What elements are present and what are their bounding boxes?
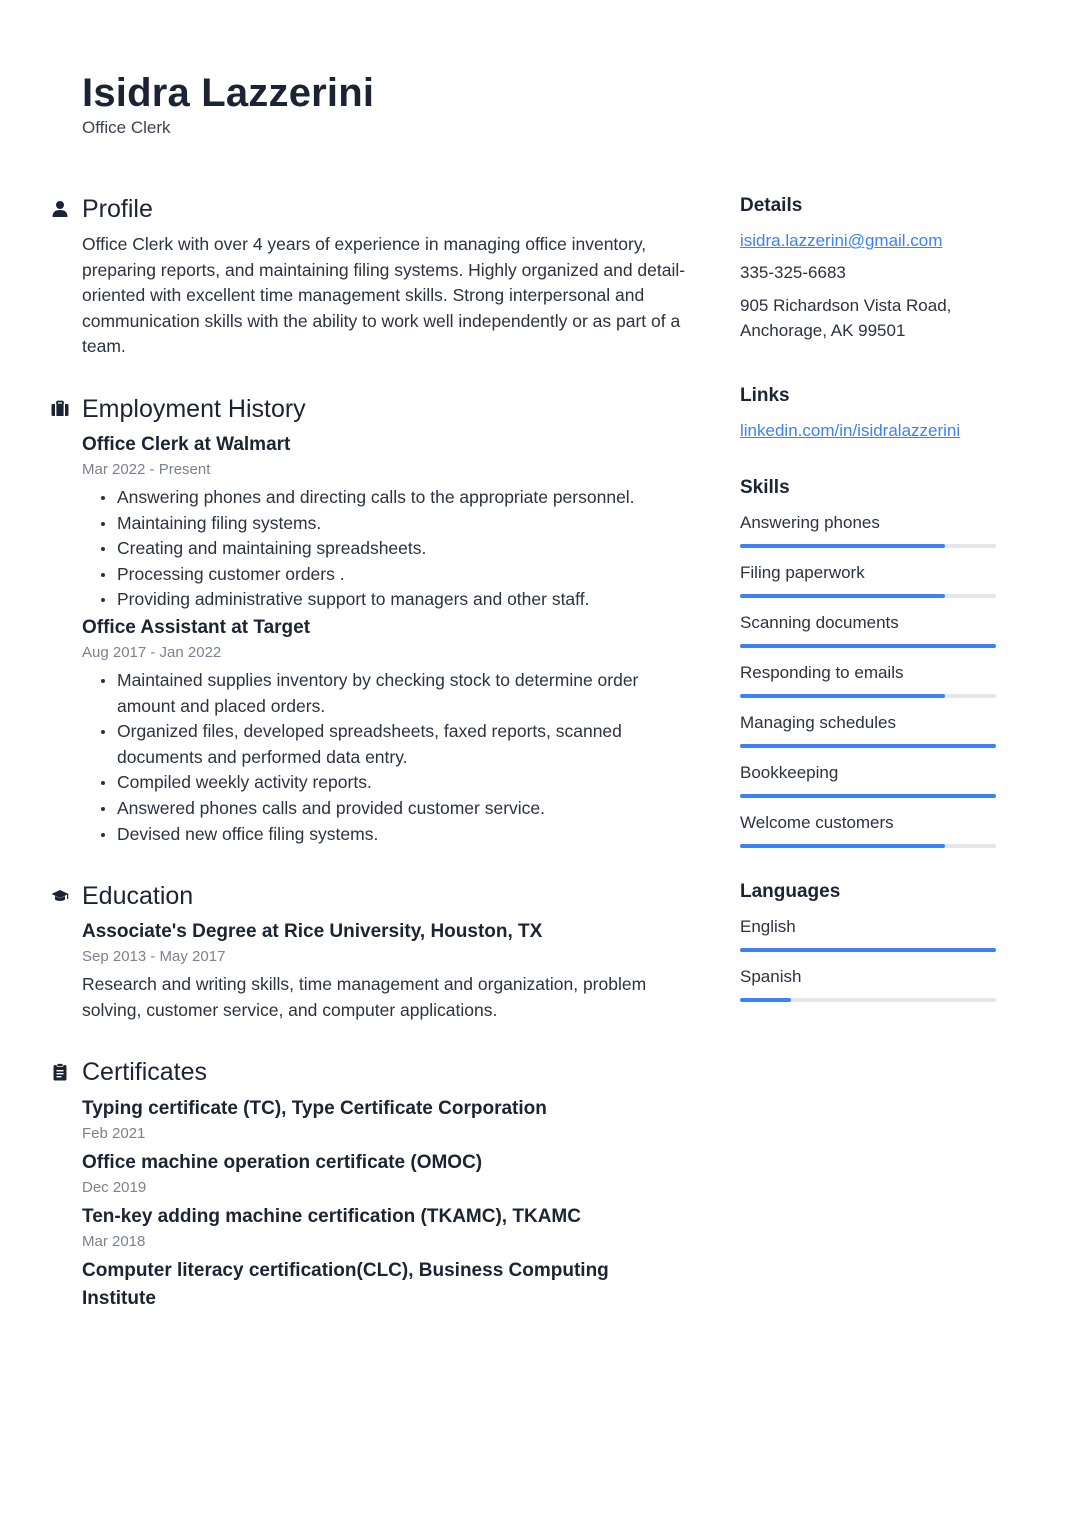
linkedin-link[interactable]: linkedin.com/in/isidralazzerini bbox=[740, 420, 961, 440]
skill-bar-fill bbox=[740, 644, 996, 648]
skill-bar bbox=[740, 594, 996, 598]
job-bullet: Compiled weekly activity reports. bbox=[117, 770, 692, 796]
languages-title: Languages bbox=[740, 880, 841, 902]
email-link[interactable]: isidra.lazzerini@gmail.com bbox=[740, 231, 943, 250]
skill-item bbox=[740, 760, 996, 798]
degree-date: Sep 2013 - May 2017 bbox=[82, 948, 226, 966]
details-title: Details bbox=[740, 195, 803, 216]
skill-label: Welcome customers bbox=[740, 812, 894, 832]
language-bar-fill bbox=[740, 948, 996, 952]
phone-text: 335-325-6683 bbox=[740, 263, 846, 282]
skill-bar bbox=[740, 844, 996, 848]
skill-label: Filing paperwork bbox=[740, 562, 865, 582]
certificates-title: Certificates bbox=[82, 1058, 208, 1087]
person-icon bbox=[51, 200, 69, 218]
job-title: Office Assistant at Target bbox=[82, 616, 311, 638]
skill-bar bbox=[740, 694, 996, 698]
employment-section bbox=[82, 392, 692, 847]
education-text: Research and writing skills, time management and organization, problem solving, customer service, and computer applications. bbox=[82, 974, 647, 1020]
certificate-item bbox=[82, 1149, 692, 1199]
skill-bar-fill bbox=[740, 544, 945, 548]
language-label: English bbox=[740, 916, 796, 936]
skill-item bbox=[740, 560, 996, 598]
certificate-item bbox=[82, 1257, 692, 1313]
job-bullet: Answering phones and directing calls to the appropriate personnel. bbox=[117, 485, 692, 511]
skill-bar bbox=[740, 794, 996, 798]
skill-item bbox=[740, 710, 996, 748]
skill-label: Scanning documents bbox=[740, 612, 899, 632]
language-bar bbox=[740, 948, 996, 952]
sidebar-column bbox=[740, 192, 996, 1040]
skill-bar-fill bbox=[740, 594, 945, 598]
certificate-title: Computer literacy certification(CLC), Business Computing Institute bbox=[82, 1260, 609, 1310]
skill-label: Answering phones bbox=[740, 512, 880, 532]
address-line-1: 905 Richardson Vista Road, bbox=[740, 295, 952, 315]
candidate-name: Isidra Lazzerini bbox=[82, 71, 375, 115]
certificate-title: Office machine operation certificate (OMOC) bbox=[82, 1152, 483, 1174]
job-date: Mar 2022 - Present bbox=[82, 460, 211, 478]
profile-text: Office Clerk with over 4 years of experience in managing office inventory, preparing reports, and maintaining filing systems. Highly organized and detail-oriented with excellent time management skills. Strong interpersonal and communication skills with the ability to work well independently or as part of a team. bbox=[82, 234, 686, 357]
links-block bbox=[740, 382, 996, 444]
skills-block bbox=[740, 474, 996, 848]
skill-label: Bookkeeping bbox=[740, 762, 839, 782]
profile-section bbox=[82, 192, 692, 360]
candidate-role: Office Clerk bbox=[82, 118, 171, 137]
language-bar-fill bbox=[740, 998, 791, 1002]
language-label: Spanish bbox=[740, 966, 802, 986]
job-bullet: Processing customer orders . bbox=[117, 562, 692, 588]
certificate-item bbox=[82, 1203, 692, 1253]
skill-item bbox=[740, 510, 996, 548]
certificate-title: Ten-key adding machine certification (TKAMC), TKAMC bbox=[82, 1206, 581, 1228]
links-title: Links bbox=[740, 384, 790, 406]
job-bullet: Maintaining filing systems. bbox=[117, 511, 692, 537]
job-entry bbox=[82, 432, 692, 613]
main-column bbox=[82, 192, 692, 1345]
education-section bbox=[82, 879, 692, 1023]
skill-bar-fill bbox=[740, 794, 996, 798]
skill-bar bbox=[740, 544, 996, 548]
skill-item bbox=[740, 660, 996, 698]
skill-bar-fill bbox=[740, 744, 996, 748]
education-title: Education bbox=[82, 882, 194, 911]
language-item bbox=[740, 914, 996, 952]
graduation-cap-icon bbox=[51, 887, 69, 905]
job-bullets bbox=[82, 668, 692, 847]
certificate-date: Mar 2018 bbox=[82, 1233, 146, 1251]
skill-bar-fill bbox=[740, 694, 945, 698]
job-bullet: Maintained supplies inventory by checking stock to determine order amount and placed orders. bbox=[117, 668, 692, 719]
job-entry bbox=[82, 615, 692, 847]
skill-item bbox=[740, 610, 996, 648]
certificate-date: Dec 2019 bbox=[82, 1179, 147, 1197]
job-title: Office Clerk at Walmart bbox=[82, 433, 291, 455]
briefcase-icon bbox=[51, 400, 69, 418]
skill-bar bbox=[740, 644, 996, 648]
job-bullet: Providing administrative support to managers and other staff. bbox=[117, 587, 692, 613]
clipboard-icon bbox=[51, 1063, 69, 1081]
skills-title: Skills bbox=[740, 476, 790, 498]
certificate-title: Typing certificate (TC), Type Certificate Corporation bbox=[82, 1098, 547, 1120]
job-bullet: Creating and maintaining spreadsheets. bbox=[117, 536, 692, 562]
skill-label: Managing schedules bbox=[740, 712, 896, 732]
details-block bbox=[740, 192, 996, 344]
language-bar bbox=[740, 998, 996, 1002]
skill-label: Responding to emails bbox=[740, 662, 904, 682]
employment-title: Employment History bbox=[82, 394, 306, 423]
skill-item bbox=[740, 810, 996, 848]
certificate-date: Feb 2021 bbox=[82, 1125, 146, 1143]
profile-title: Profile bbox=[82, 195, 153, 223]
job-bullet: Devised new office filing systems. bbox=[117, 822, 692, 848]
certificate-item bbox=[82, 1095, 692, 1145]
language-item bbox=[740, 964, 996, 1002]
job-bullet: Answered phones calls and provided customer service. bbox=[117, 796, 692, 822]
skill-bar-fill bbox=[740, 844, 945, 848]
job-date: Aug 2017 - Jan 2022 bbox=[82, 643, 222, 661]
degree-title: Associate's Degree at Rice University, Houston, TX bbox=[82, 921, 543, 943]
address-line-2: Anchorage, AK 99501 bbox=[740, 321, 906, 341]
languages-block bbox=[740, 878, 996, 1002]
skill-bar bbox=[740, 744, 996, 748]
job-bullets bbox=[82, 485, 692, 613]
resume-header bbox=[82, 70, 374, 138]
certificates-section bbox=[82, 1055, 692, 1313]
job-bullet: Organized files, developed spreadsheets, faxed reports, scanned documents and performed data entry. bbox=[117, 719, 692, 770]
